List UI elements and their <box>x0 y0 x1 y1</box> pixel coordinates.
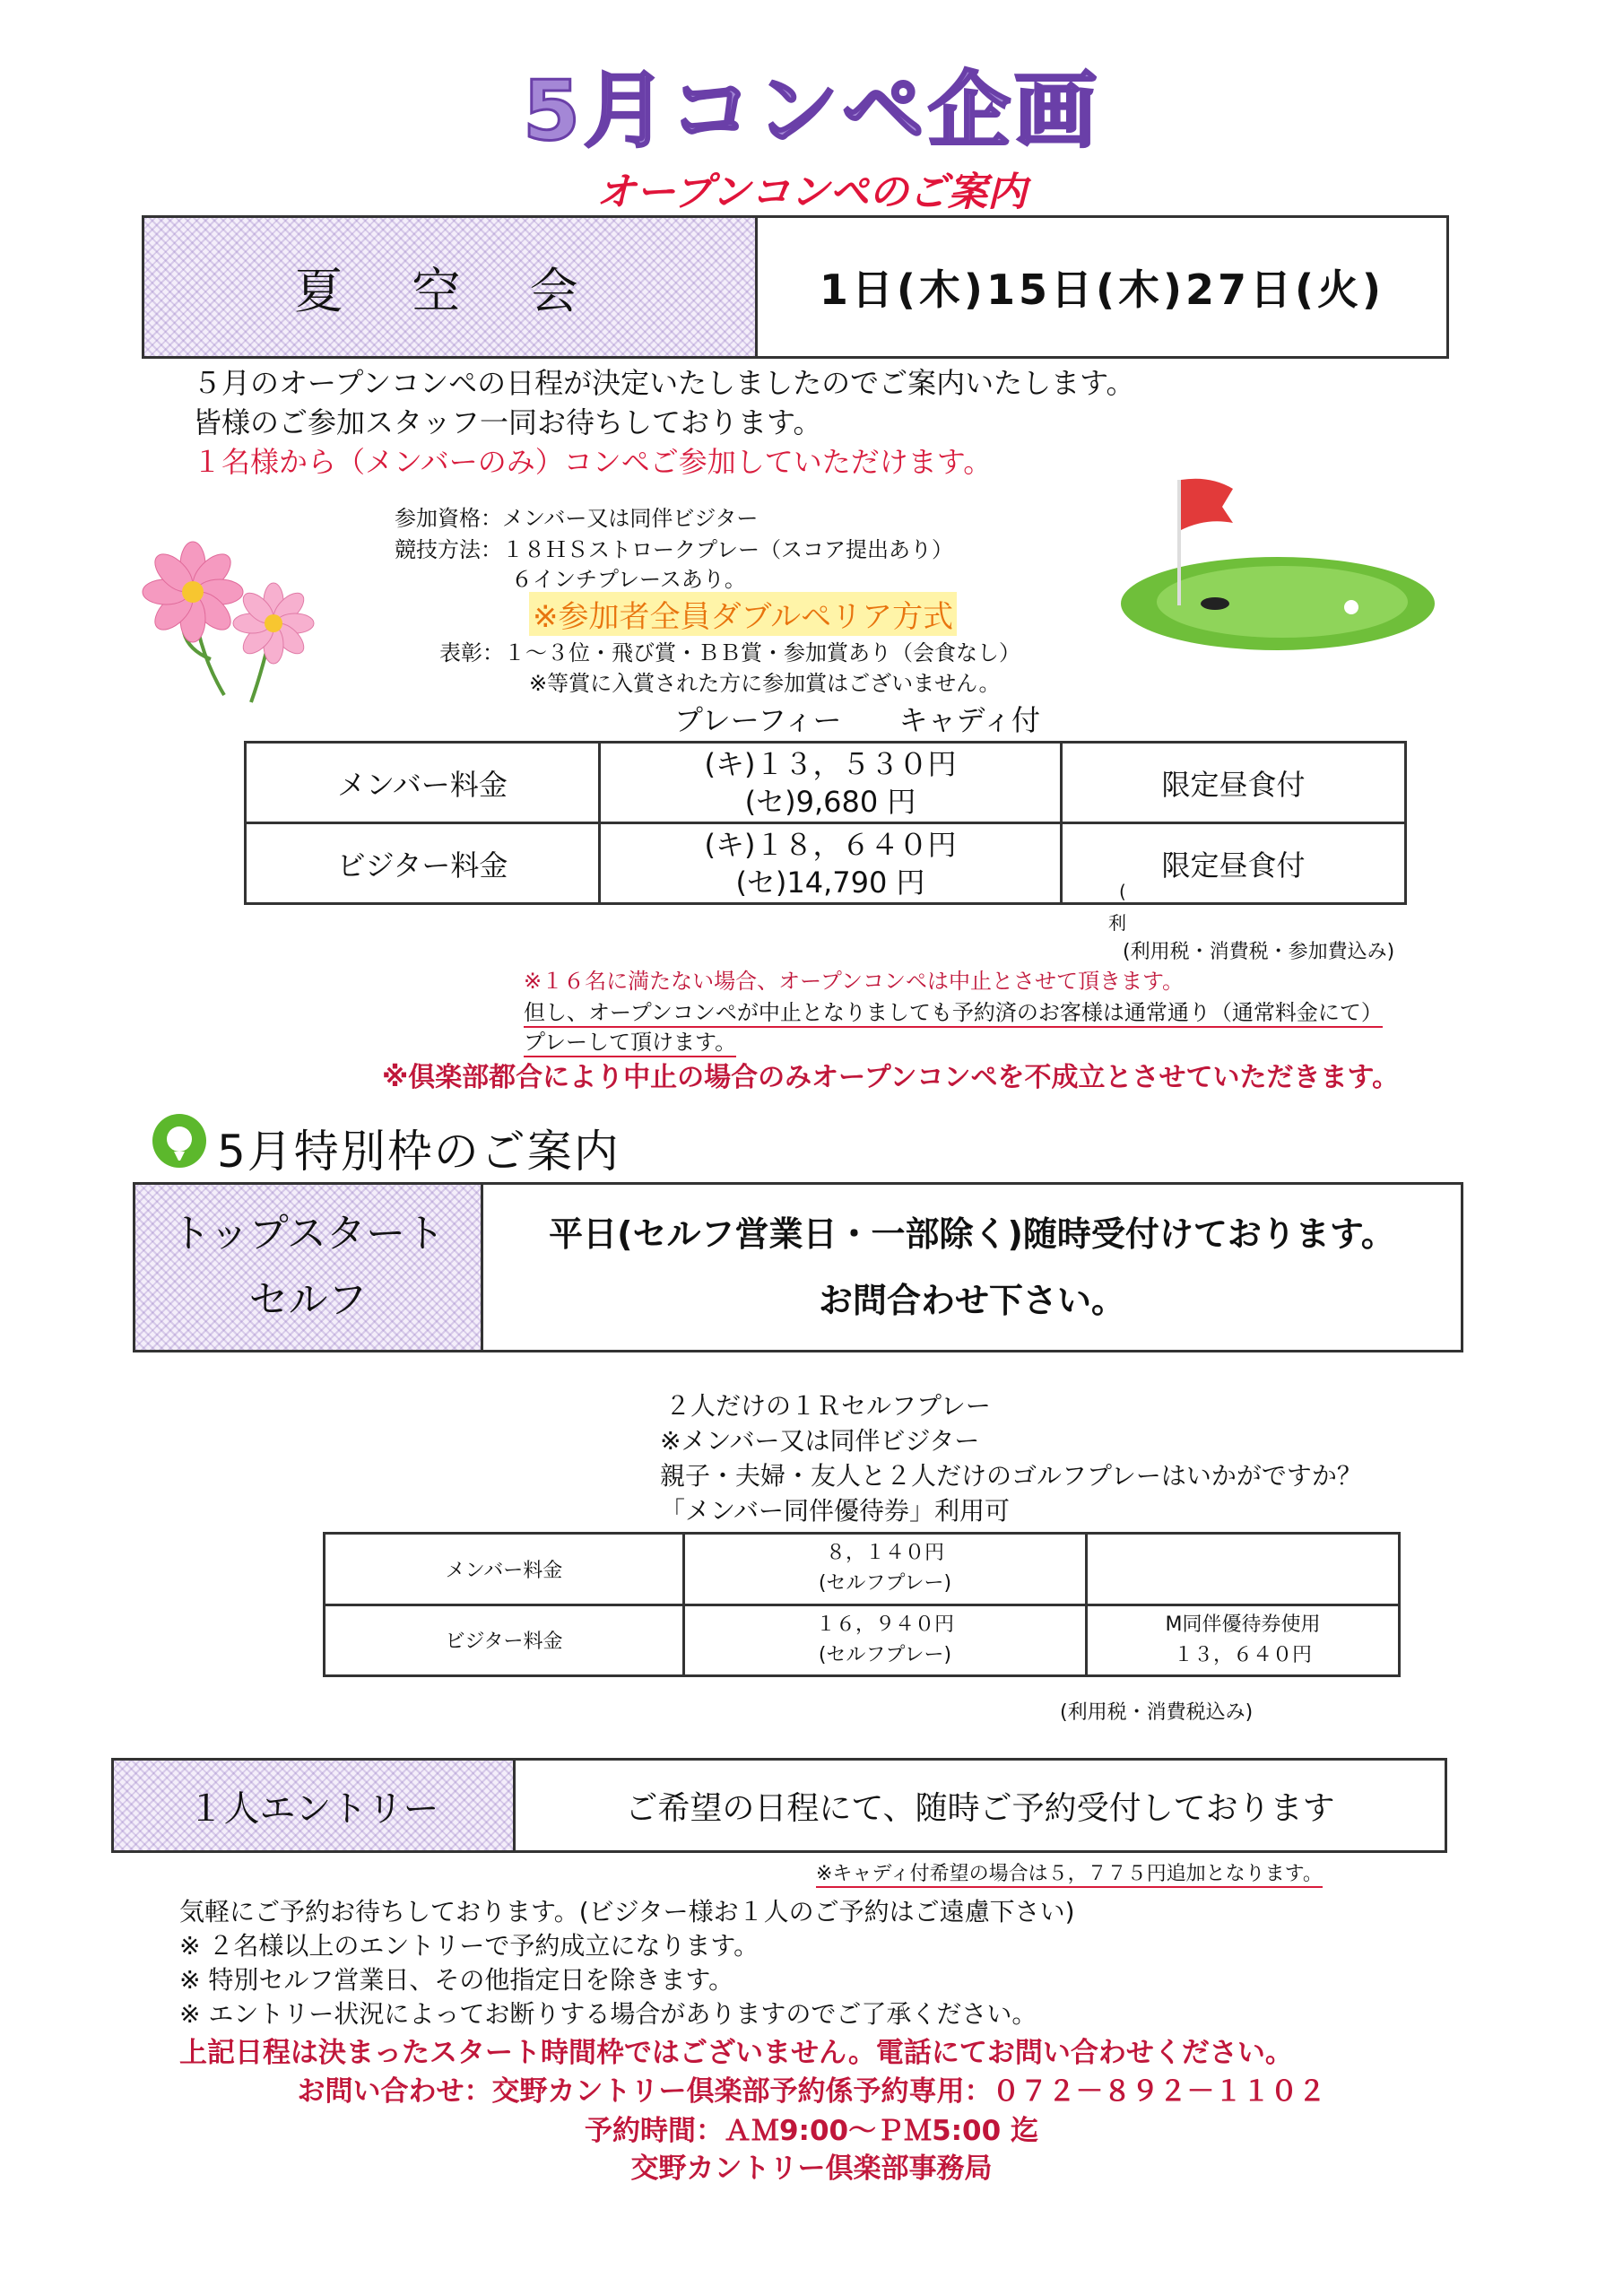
fee2-label: メンバー料金 <box>445 1559 563 1582</box>
top-start-text-1: 平日(セルフ営業日・一部除く)随時受付けております。 <box>549 1214 1395 1254</box>
fee-label: ビジター料金 <box>336 848 508 883</box>
top-start-label-cell <box>135 1185 483 1350</box>
footer-line-1: 気軽にご予約お待ちしております。(ビジター様お１人のご予約はご遠慮下さい) <box>179 1897 1075 1926</box>
awards-text: 表彰：１～３位・飛び賞・ＢＢ賞・参加賞あり（会食なし） <box>439 640 1020 665</box>
fee-mark-2: 利 <box>1108 912 1126 934</box>
solo-entry-box <box>111 1758 1447 1853</box>
tax-note-2: (利用税・消費税込み) <box>1060 1701 1254 1724</box>
intro-line-3: １名様から（メンバーのみ）コンペご参加していただけます。 <box>193 445 993 479</box>
fee-label-cell <box>246 823 600 904</box>
fee-price-self: (セ)9,680 円 <box>744 784 916 819</box>
two-person-line-4: 「メンバー同伴優待券」利用可 <box>660 1496 1011 1526</box>
event-header-box <box>142 215 1449 359</box>
table-row <box>325 1605 1400 1676</box>
solo-text-cell <box>516 1761 1445 1850</box>
peoria-text: ※参加者全員ダブルペリア方式 <box>529 592 957 636</box>
event-name: 夏 空 会 <box>294 262 605 319</box>
special-heading: 5月特別枠のご案内 <box>217 1126 621 1178</box>
fee-label-cell <box>246 743 600 823</box>
qualification-text: 参加資格：メンバー又は同伴ビジター <box>395 506 759 531</box>
event-name-cell <box>144 218 758 356</box>
page-subtitle: オープンコンペのご案内 <box>595 170 1028 215</box>
tax-note: (利用税・消費税・参加費込み) <box>1123 941 1395 963</box>
method-text: 競技方法：１８ＨＳストロークプレー（スコア提出あり） <box>395 537 954 562</box>
fee-price-caddie: (キ)１８，６４０円 <box>704 827 957 862</box>
top-start-text-cell <box>483 1185 1461 1350</box>
fee2-label: ビジター料金 <box>445 1631 563 1654</box>
fee2-price-cell <box>684 1605 1087 1676</box>
fee-price-cell <box>600 823 1062 904</box>
fee2-label-cell <box>325 1605 684 1676</box>
two-person-line-1: ２人だけの１Ｒセルフプレー <box>665 1391 991 1421</box>
event-dates: 1日(木)15日(木)27日(火) <box>819 265 1385 314</box>
golf-green-flag-icon <box>1116 471 1439 655</box>
top-start-text-2: お問合わせ下さい。 <box>818 1281 1125 1320</box>
top-start-box <box>133 1182 1463 1352</box>
top-start-label-1: トップスタート <box>171 1211 445 1257</box>
caddie-note: ※キャディ付希望の場合は５，７７５円追加となります。 <box>816 1858 1323 1888</box>
table-row <box>246 823 1406 904</box>
fee-table <box>244 741 1407 905</box>
footer-contact: お問い合わせ：交野カントリー倶楽部予約係予約専用：０７２－８９２－１１０２ <box>297 2075 1326 2108</box>
intro-line-2: 皆様のご参加スタッフ一同お待ちしております。 <box>193 405 822 439</box>
cancel-note-1: ※１６名に満たない場合、オープンコンペは中止とさせて頂きます。 <box>524 969 1185 994</box>
fee-note-cell <box>1062 823 1406 904</box>
footer-hours: 予約時間：ＡＭ9:00～ＰＭ5:00 迄 <box>584 2115 1038 2147</box>
fee2-price: ８，１４０円 <box>825 1542 944 1565</box>
cosmos-flower-icon <box>135 525 323 704</box>
cancel-note-2: 但し、オープンコンペが中止となりましても予約済のお客様は通常通り（通常料金にて） <box>524 995 1383 1028</box>
awards-note: ※等賞に入賞された方に参加賞はございません。 <box>529 671 1001 696</box>
solo-label-cell <box>114 1761 516 1850</box>
top-start-label-2: セルフ <box>248 1277 368 1323</box>
fee-note: 限定昼食付 <box>1161 848 1306 883</box>
fee-price-caddie: (キ)１３，５３０円 <box>704 746 957 781</box>
fee2-sub: (セルフプレー) <box>818 1572 952 1596</box>
fee-note-cell <box>1062 743 1406 823</box>
fee-price-self: (セ)14,790 円 <box>735 865 925 900</box>
intro-line-1: ５月のオープンコンペの日程が決定いたしましたのでご案内いたします。 <box>193 366 1135 400</box>
solo-label: １人エントリー <box>187 1787 439 1830</box>
golf-ball-icon <box>151 1112 208 1170</box>
fee-note: 限定昼食付 <box>1161 767 1306 802</box>
footer-office: 交野カントリー倶楽部事務局 <box>630 2152 993 2185</box>
table-row <box>246 743 1406 823</box>
fee2-sub: (セルフプレー) <box>818 1643 952 1666</box>
fee2-note-2: １３，６４０円 <box>1173 1643 1312 1666</box>
fee2-note-cell <box>1087 1534 1400 1605</box>
footer-line-4: ※ エントリー状況によってお断りする場合がありますのでご了承ください。 <box>179 1999 1037 2029</box>
footer-line-2: ※ ２名様以上のエントリーで予約成立になります。 <box>179 1931 759 1961</box>
fee-table-2 <box>323 1532 1401 1677</box>
method-text-2: ６インチプレースあり。 <box>511 567 746 592</box>
fee2-note-cell <box>1087 1605 1400 1676</box>
fee2-label-cell <box>325 1534 684 1605</box>
footer-line-5: 上記日程は決まったスタート時間枠ではございません。電話にてお問い合わせください。 <box>179 2037 1293 2069</box>
fee-mark-1: ( <box>1119 881 1126 902</box>
fee-label: メンバー料金 <box>337 767 508 802</box>
fee-header: プレーフィー キャディ付 <box>674 703 1041 737</box>
fee2-note-1: M同伴優待券使用 <box>1165 1613 1321 1636</box>
two-person-line-2: ※メンバー又は同伴ビジター <box>660 1426 980 1456</box>
solo-text: ご希望の日程にて、随時ご予約受付しております <box>625 1789 1335 1827</box>
footer-line-3: ※ 特別セルフ営業日、その他指定日を除きます。 <box>179 1965 734 1995</box>
cancel-note-3: プレーして頂けます。 <box>524 1024 736 1057</box>
cancel-note-4: ※倶楽部都合により中止の場合のみオープンコンペを不成立とさせていただきます。 <box>382 1062 1400 1093</box>
event-dates-cell <box>758 218 1446 356</box>
table-row <box>325 1534 1400 1605</box>
fee2-price: １６，９４０円 <box>815 1613 954 1636</box>
two-person-line-3: 親子・夫婦・友人と２人だけのゴルフプレーはいかがですか？ <box>660 1461 1362 1491</box>
page-title: 5月コンペ企画 <box>522 63 1100 159</box>
fee-price-cell <box>600 743 1062 823</box>
fee2-price-cell <box>684 1534 1087 1605</box>
